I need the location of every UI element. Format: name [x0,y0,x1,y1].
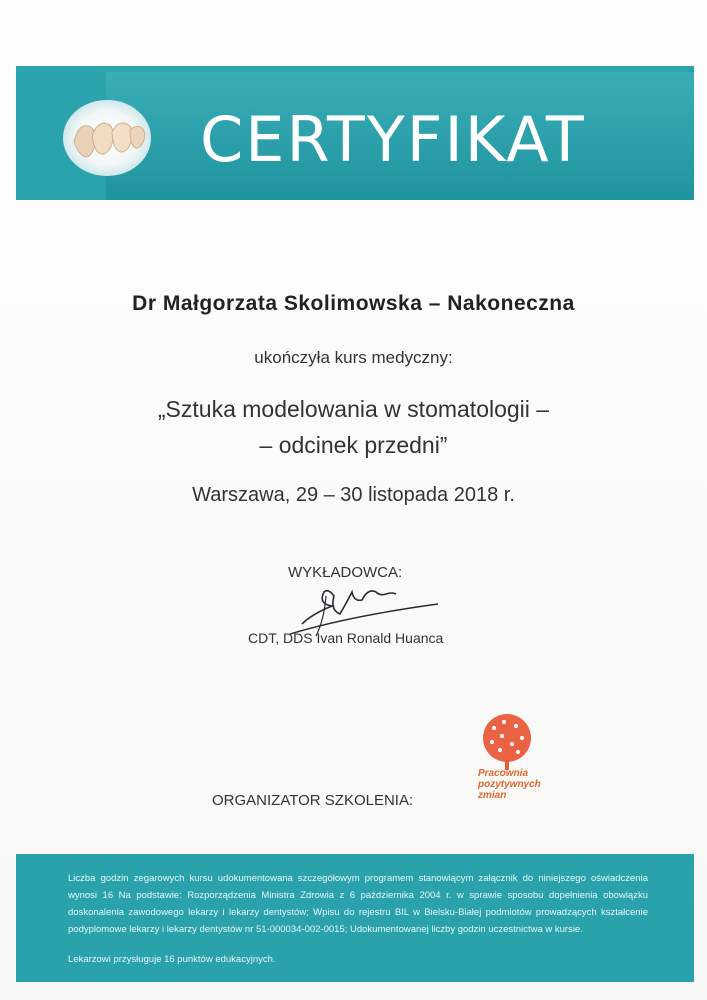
lecturer-label: WYKŁADOWCA: [288,564,403,581]
certificate-title: CERTYFIKAT [200,103,586,176]
place-and-date: Warszawa, 29 – 30 listopada 2018 r. [192,484,515,506]
course-title-line-1: „Sztuka modelowania w stomatologii – [157,396,550,422]
organizer-logo-text [478,768,558,801]
lecturer-name: CDT, DDS Ivan Ronald Huanca [248,630,444,646]
organizer-logo-line-1: Pracownia [478,768,529,779]
organizer-logo-line-2: pozytywnych [478,779,541,790]
organizer-logo-tree-icon [472,708,542,818]
recipient-name: Dr Małgorzata Skolimowska – Nakoneczna [132,292,575,315]
footer-legal-text: Liczba godzin zegarowych kursu udokumentowana szczegółowym programem stanowiącym załącznik do niniejszego oświadczenia wynosi 16 Na podstawie: Rozporządzenia Ministra Zdrowia z 6 października 2004 r. w sprawie sposobu dopełnienia obowiązku doskonalenia zawodowego lekarzy i lekarzy dentystów; Wpisu do rejestru BIL w Bielsku-Białej podmiotów prowadzących kształcenie podyplomowe lekarzy i lekarzy dentystów nr 51-000034-002-0015; Udokumentowanej liczby godzin uczestnictwa w kursie. [68,873,648,935]
organizer-label: ORGANIZATOR SZKOLENIA: [212,792,414,809]
footer-points-note: Lekarzowi przysługuje 16 punktów edukacyjnych. [68,954,276,965]
organizer-logo-line-3: zmian [478,790,507,801]
completion-statement: ukończyła kurs medyczny: [254,348,453,367]
course-title-line-2: – odcinek przedni” [259,432,448,458]
teeth-icon [62,98,152,178]
